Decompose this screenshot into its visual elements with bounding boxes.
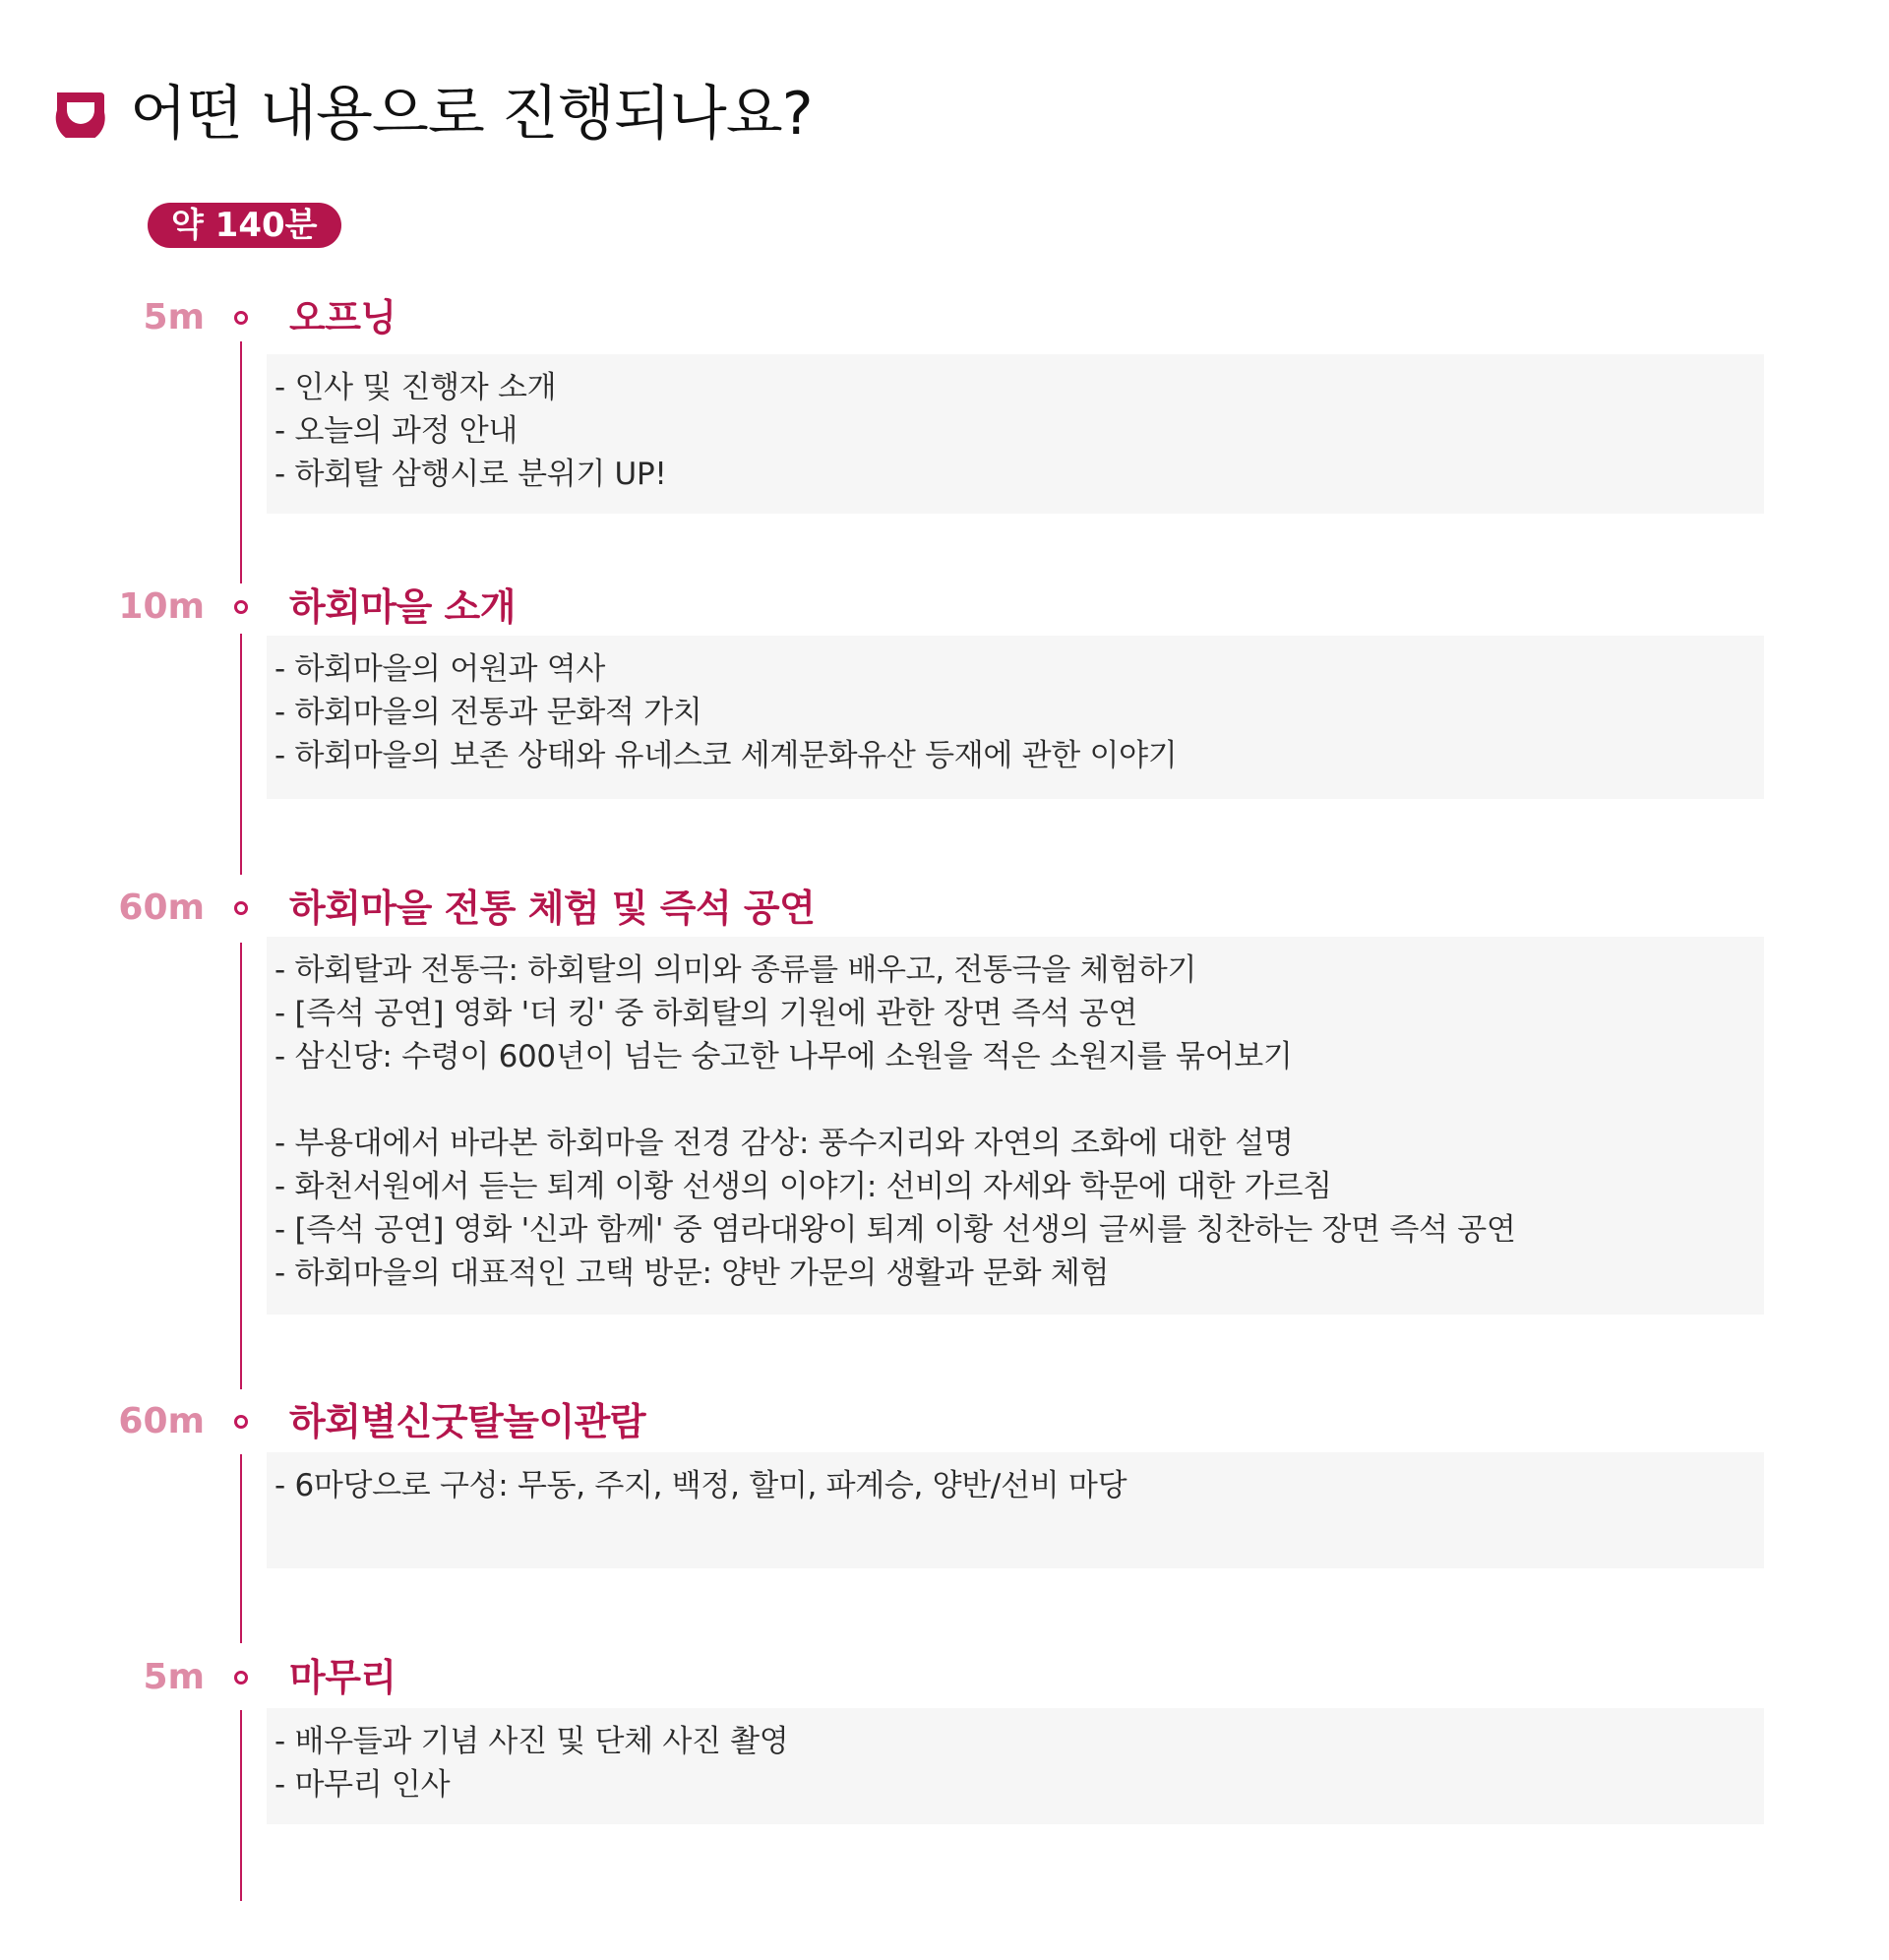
timeline-dot-icon xyxy=(234,311,248,325)
content-box xyxy=(267,937,1764,1315)
content-box xyxy=(267,1708,1764,1824)
timeline-dot-icon xyxy=(234,1415,248,1429)
list-spacer xyxy=(274,1078,1756,1122)
list-item: - 하회탈 삼행시로 분위기 UP! xyxy=(274,457,667,492)
list-item: - 배우들과 기념 사진 및 단체 사진 촬영 xyxy=(274,1724,789,1759)
content-box xyxy=(267,1452,1764,1568)
list-item: - 부용대에서 바라본 하회마을 전경 감상: 풍수지리와 자연의 조화에 대한 설명 xyxy=(274,1126,1294,1161)
list-item: - 오늘의 과정 안내 xyxy=(274,413,518,449)
list-item: - 하회마을의 보존 상태와 유네스코 세계문화유산 등재에 관한 이야기 xyxy=(274,738,1178,773)
timeline-line xyxy=(240,1710,242,1901)
list-item: - [즉석 공연] 영화 '더 킹' 중 하회탈의 기원에 관한 장면 즉석 공연 xyxy=(274,996,1138,1031)
timeline-line xyxy=(240,634,242,875)
page-title: 어떤 내용으로 진행되나요? xyxy=(130,80,813,149)
time-label: 60m xyxy=(118,888,205,928)
time-label: 10m xyxy=(118,586,205,627)
time-label: 60m xyxy=(118,1401,205,1441)
section-title: 하회별신굿탈놀이관람 xyxy=(289,1400,646,1443)
list-item: - 하회탈과 전통극: 하회탈의 의미와 종류를 배우고, 전통극을 체험하기 xyxy=(274,952,1197,988)
list-item: - 마무리 인사 xyxy=(274,1767,451,1803)
timeline-line xyxy=(240,341,242,583)
duration-badge: 약 140분 xyxy=(148,203,341,248)
section-title: 오프닝 xyxy=(289,296,396,339)
list-item: - 화천서원에서 듣는 퇴계 이황 선생의 이야기: 선비의 자세와 학문에 대한 가르침 xyxy=(274,1169,1332,1204)
list-item: - [즉석 공연] 영화 '신과 함께' 중 염라대왕이 퇴계 이황 선생의 글씨를 칭찬하는 장면 즉석 공연 xyxy=(274,1212,1516,1248)
time-label: 5m xyxy=(143,297,205,337)
section-title: 마무리 xyxy=(289,1656,396,1699)
list-item: - 삼신당: 수령이 600년이 넘는 숭고한 나무에 소원을 적은 소원지를 묶어보기 xyxy=(274,1039,1293,1074)
content-box xyxy=(267,354,1764,514)
timeline-line xyxy=(240,1454,242,1643)
section-title: 하회마을 소개 xyxy=(289,585,516,629)
timeline-dot-icon xyxy=(234,1671,248,1684)
section-title: 하회마을 전통 체험 및 즉석 공연 xyxy=(289,887,816,930)
timeline-dot-icon xyxy=(234,600,248,614)
content-box xyxy=(267,636,1764,799)
list-item: - 하회마을의 어원과 역사 xyxy=(274,651,606,687)
list-item: - 하회마을의 전통과 문화적 가치 xyxy=(274,695,702,730)
timeline-line xyxy=(240,943,242,1389)
timeline-dot-icon xyxy=(234,901,248,915)
list-item: - 하회마을의 대표적인 고택 방문: 양반 가문의 생활과 문화 체험 xyxy=(274,1256,1110,1291)
list-item: - 인사 및 진행자 소개 xyxy=(274,370,557,405)
list-item: - 6마당으로 구성: 무동, 주지, 백정, 할미, 파계승, 양반/선비 마당 xyxy=(274,1468,1127,1503)
time-label: 5m xyxy=(143,1657,205,1697)
